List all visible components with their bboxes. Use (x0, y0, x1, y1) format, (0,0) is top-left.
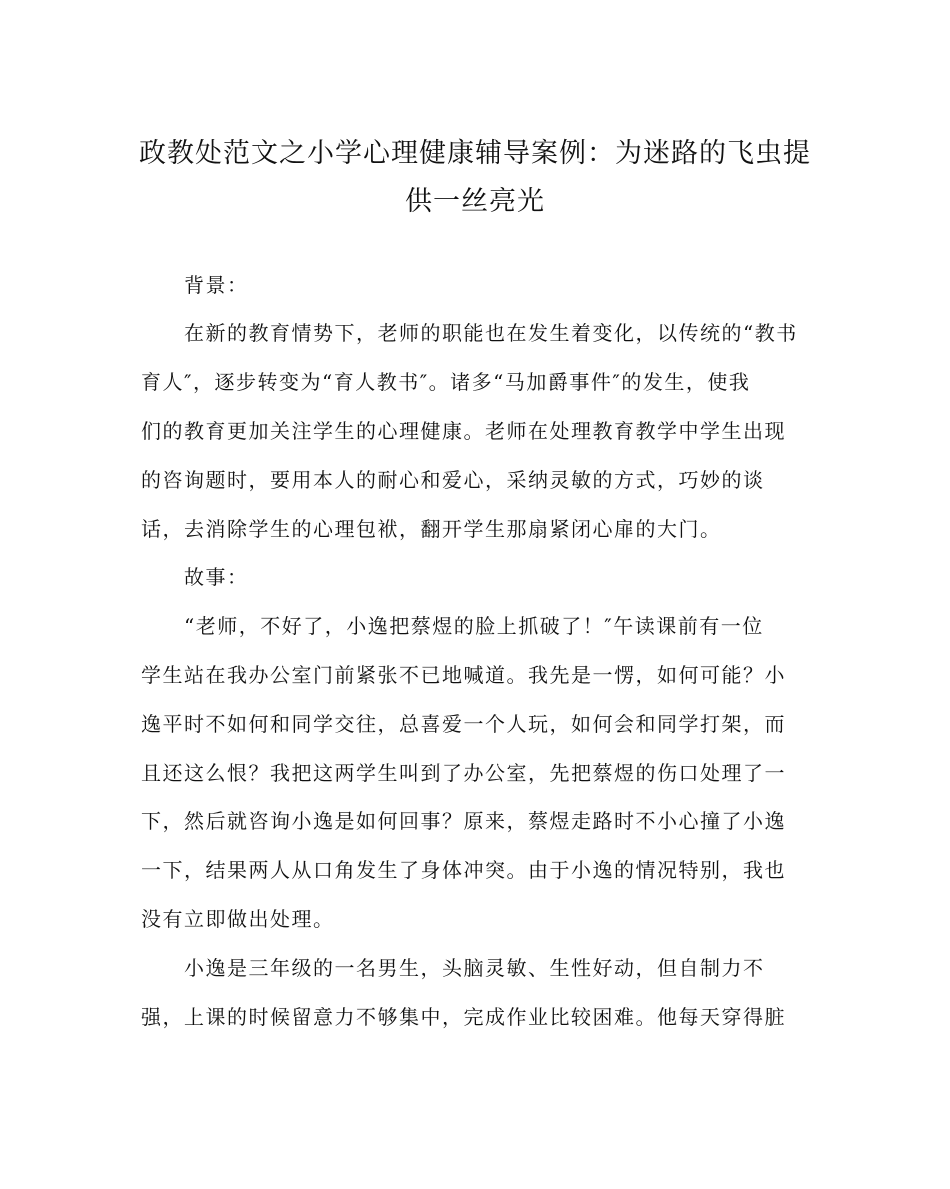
paragraph-line: 学生站在我办公室门前紧张不已地喊道。我先是一愣，如何可能？小 (141, 663, 786, 687)
heading-background: 背景： (184, 273, 249, 297)
paragraph-line: 强，上课的时候留意力不够集中，完成作业比较困难。他每天穿得脏 (141, 1005, 786, 1029)
paragraph-line: “老师，不好了，小逸把蔡煜的脸上抓破了！″午读课前有一位 (184, 614, 764, 638)
paragraph-line: 话，去消除学生的心理包袱，翻开学生那扇紧闭心扉的大门。 (141, 517, 722, 541)
paragraph-line: 下，然后就咨询小逸是如何回事？原来，蔡煜走路时不小心撞了小逸 (141, 809, 786, 833)
document-title-line-2: 供一丝亮光 (405, 186, 545, 217)
paragraph-line: 育人″，逐步转变为“育人教书″。诸多“马加爵事件″的发生，使我 (141, 370, 751, 394)
heading-story: 故事： (184, 565, 249, 589)
document-title-line-1: 政教处范文之小学心理健康辅导案例：为迷路的飞虫提 (139, 138, 811, 169)
paragraph-line: 没有立即做出处理。 (141, 907, 335, 931)
paragraph-line: 一下，结果两人从口角发生了身体冲突。由于小逸的情况特别，我也 (141, 858, 786, 882)
paragraph-line: 且还这么恨？我把这两学生叫到了办公室，先把蔡煜的伤口处理了一 (141, 761, 786, 785)
paragraph-line: 们的教育更加关注学生的心理健康。老师在处理教育教学中学生出现 (141, 419, 786, 443)
paragraph-line: 逸平时不如何和同学交往，总喜爱一个人玩，如何会和同学打架，而 (141, 712, 786, 736)
paragraph-line: 在新的教育情势下，老师的职能也在发生着变化，以传统的“教书 (184, 321, 798, 345)
paragraph-line: 小逸是三年级的一名男生，头脑灵敏、生性好动，但自制力不 (184, 956, 765, 980)
paragraph-line: 的咨询题时，要用本人的耐心和爱心，采纳灵敏的方式，巧妙的谈 (141, 468, 765, 492)
